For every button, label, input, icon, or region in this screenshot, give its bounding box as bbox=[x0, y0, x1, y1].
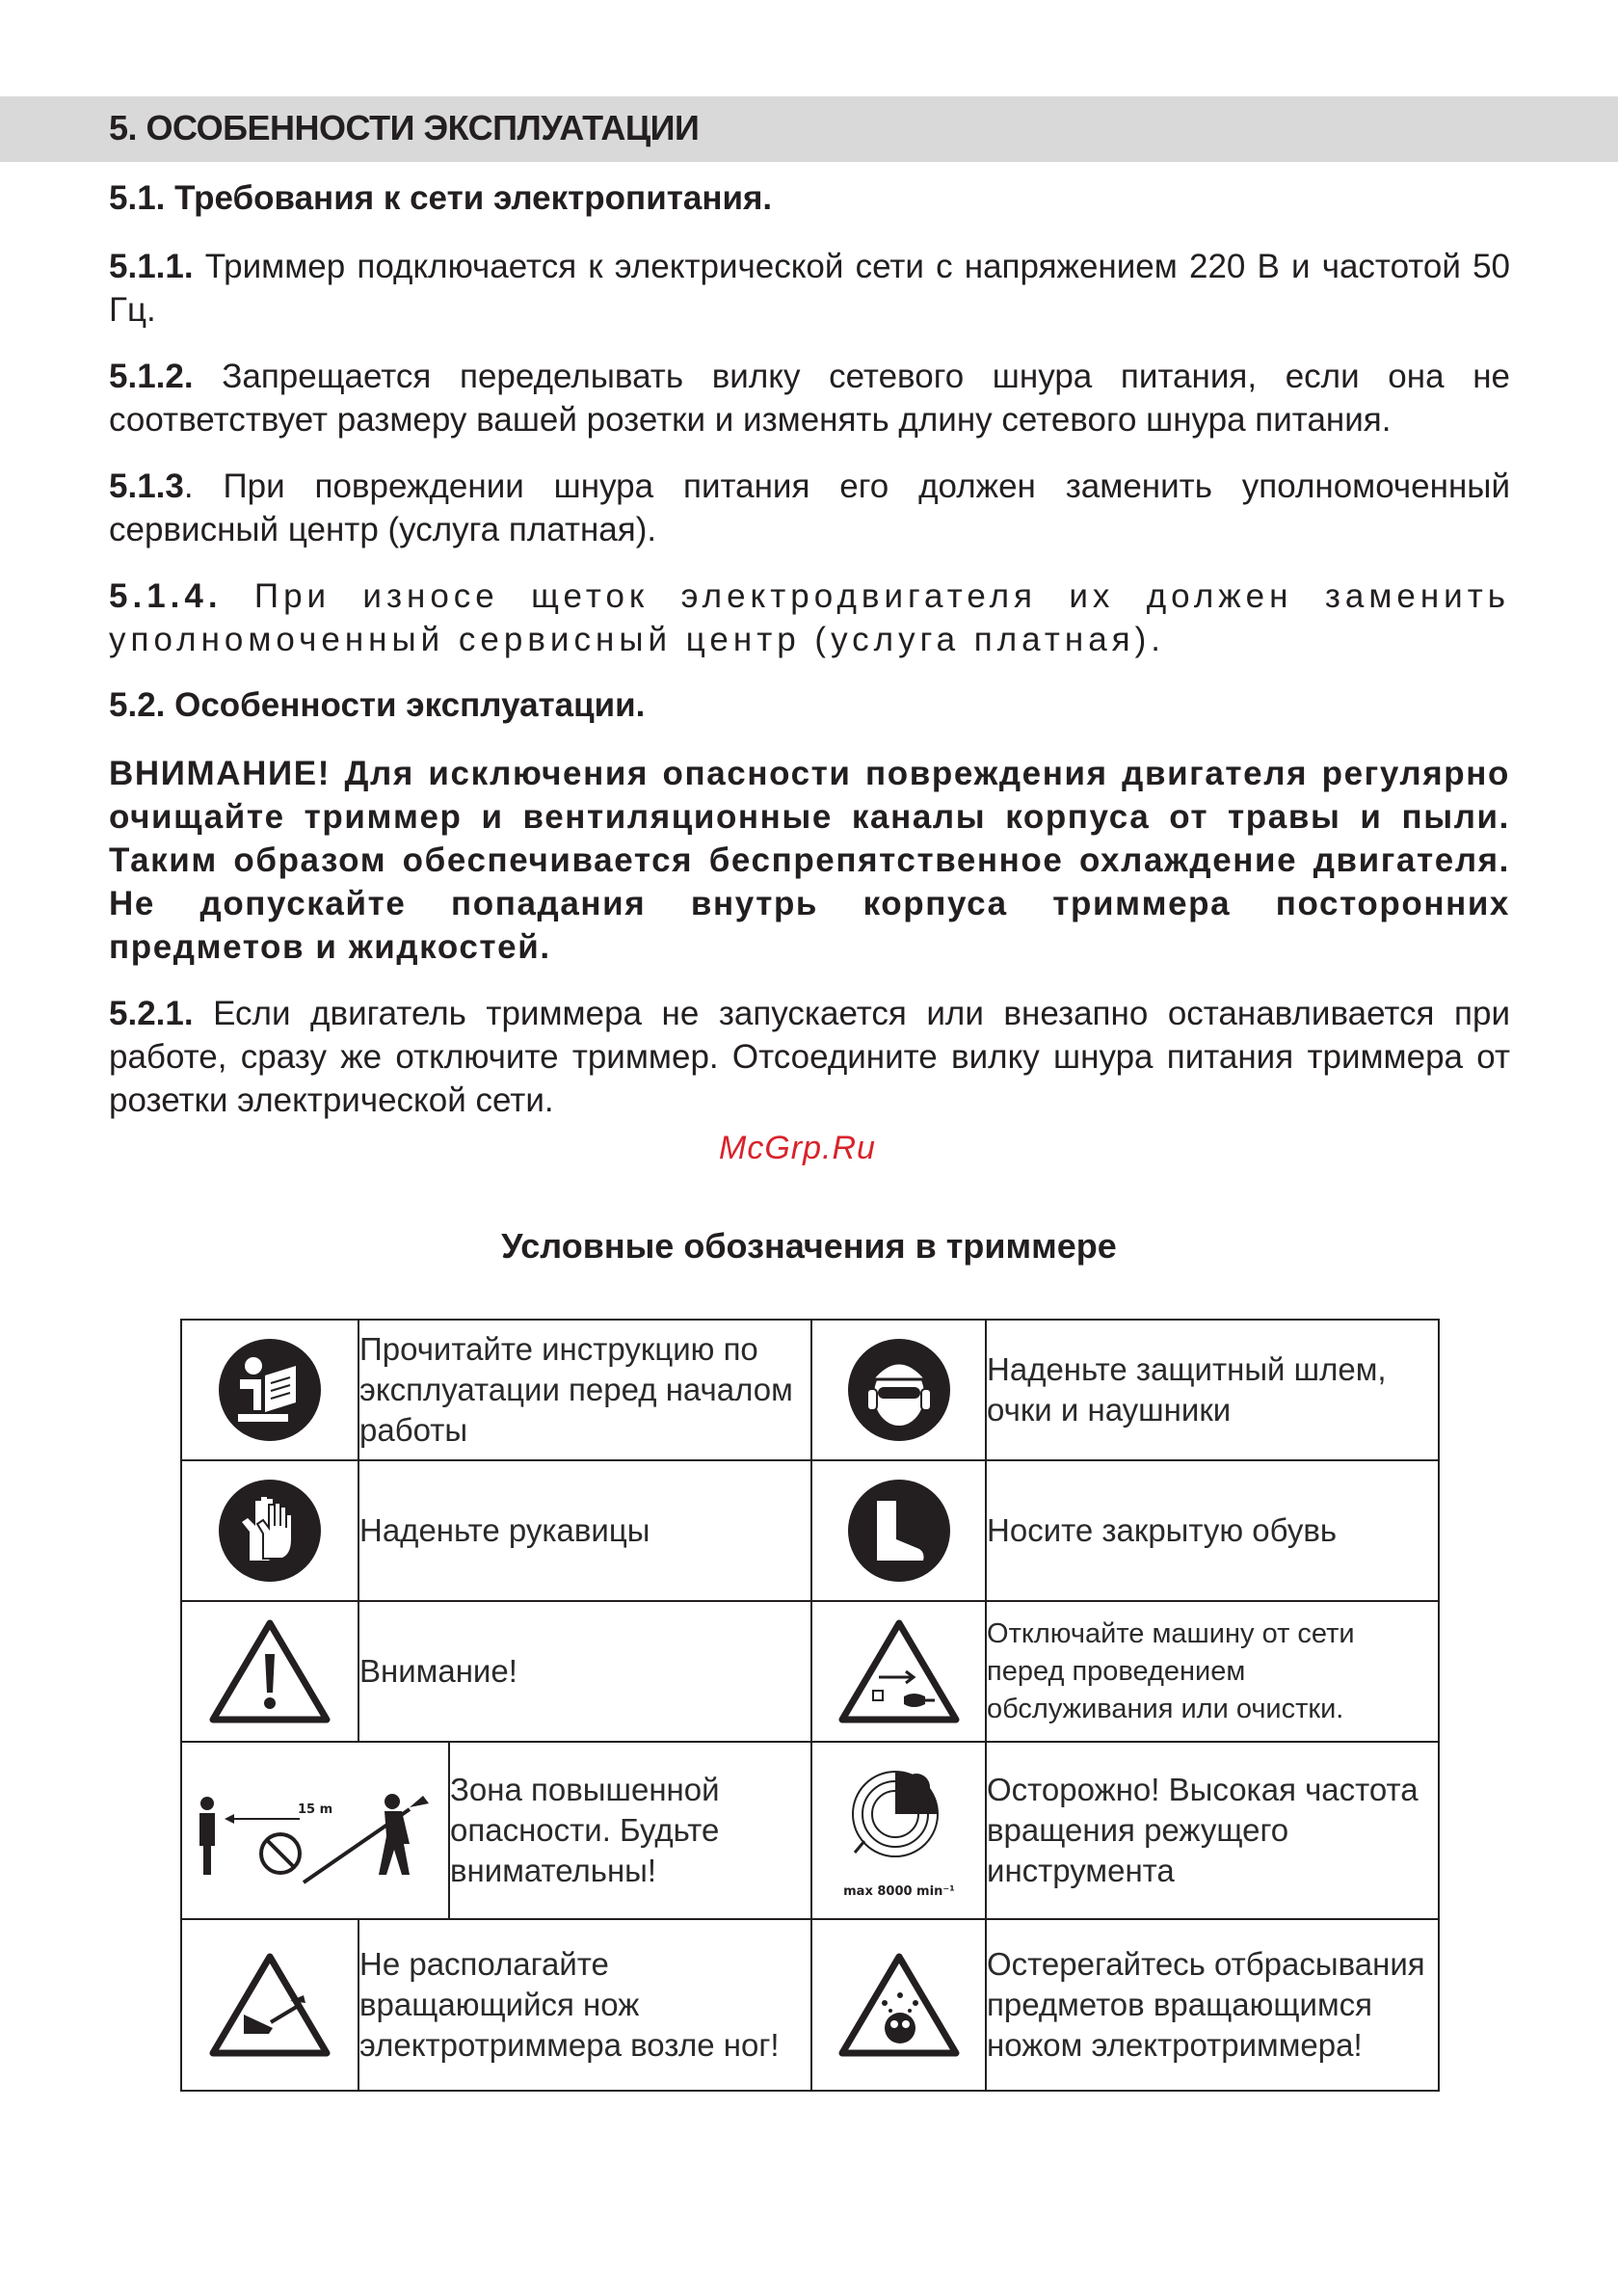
symbol-icon-cell bbox=[811, 1919, 986, 2091]
symbols-row bbox=[181, 1919, 1439, 2091]
symbols-row bbox=[181, 1601, 1439, 1742]
paragraph-5-1-4 bbox=[109, 574, 1510, 661]
symbol-text-cell: Остерегайтесь отбрасывания предметов вращающимся ножом электротриммера! bbox=[986, 1919, 1439, 2091]
paragraph-5-2-1 bbox=[109, 992, 1510, 1122]
paragraph-text: Триммер подключается к электрической сети с напряжением 220 В и частотой 50 Гц. bbox=[109, 248, 1510, 329]
paragraph-5-1-1 bbox=[109, 245, 1510, 332]
symbol-text-cell: Прочитайте инструкцию по эксплуатации перед началом работы bbox=[358, 1320, 811, 1460]
helmet-goggles-earmuffs-icon bbox=[846, 1337, 952, 1443]
high-speed-icon bbox=[832, 1758, 967, 1903]
symbol-icon-cell bbox=[811, 1320, 986, 1460]
symbol-icon-cell bbox=[181, 1460, 358, 1601]
paragraph-5-1-3 bbox=[109, 465, 1510, 551]
paragraph-text: Если двигатель триммера не запускается или внезапно останавливается при работе, сразу же отключите триммер. Отсоедините вилку шнура питания триммера от розетки электрической сети. bbox=[109, 995, 1510, 1119]
symbol-icon-cell bbox=[811, 1742, 986, 1919]
watermark: McGrp.Ru bbox=[719, 1130, 876, 1166]
symbol-text-cell: Зона повышенной опасности. Будьте внимательны! bbox=[449, 1742, 811, 1919]
symbol-text-cell: Носите закрытую обувь bbox=[986, 1460, 1439, 1601]
danger-zone-label: 15 m bbox=[298, 1802, 333, 1817]
gloves-icon bbox=[217, 1478, 323, 1584]
subsection-heading-5-1: 5.1. Требования к сети электропитания. bbox=[109, 179, 773, 217]
symbol-icon-cell bbox=[181, 1919, 358, 2091]
paragraph-text: Запрещается переделывать вилку сетевого шнура питания, если она не соответствует размеру вашей розетки и изменять длину сетевого шнура питания. bbox=[109, 358, 1510, 439]
page-content bbox=[109, 177, 1510, 1145]
unplug-warning-icon bbox=[836, 1617, 962, 1725]
high-speed-label: max 8000 min⁻¹ bbox=[842, 1884, 955, 1899]
symbols-row bbox=[181, 1460, 1439, 1601]
blade-near-feet-icon bbox=[207, 1951, 332, 2059]
closed-shoes-icon bbox=[846, 1478, 952, 1584]
subsection-heading-5-2: 5.2. Особенности эксплуатации. bbox=[109, 686, 646, 724]
symbol-text-cell: Не располагайте вращающийся нож электротриммера возле ног! bbox=[358, 1919, 811, 2091]
symbol-icon-cell bbox=[811, 1460, 986, 1601]
section-header-band bbox=[0, 96, 1618, 162]
paragraph-text: . При повреждении шнура питания его должен заменить уполномоченный сервисный центр (услуга платная). bbox=[109, 467, 1510, 548]
symbols-row bbox=[181, 1320, 1439, 1460]
danger-zone-icon bbox=[190, 1773, 440, 1888]
symbol-icon-cell bbox=[181, 1742, 449, 1919]
paragraph-text: При износе щеток электродвигателя их должен заменить уполномоченный сервисный центр (услуга платная). bbox=[109, 577, 1510, 658]
paragraph-5-1-2 bbox=[109, 355, 1510, 441]
symbol-text-cell: Внимание! bbox=[358, 1601, 811, 1742]
warning-paragraph: ВНИМАНИЕ! Для исключения опасности повреждения двигателя регулярно очищайте триммер и вентиляционные каналы корпуса от травы и пыли. Таким образом обеспечивается беспрепятственное охлаждение двигателя. Не допускайте попадания внутрь корпуса триммера посторонних предметов и жидкостей. bbox=[109, 755, 1510, 966]
symbol-text-cell: Осторожно! Высокая частота вращения режущего инструмента bbox=[986, 1742, 1439, 1919]
symbols-table bbox=[180, 1319, 1440, 2092]
thrown-objects-icon bbox=[836, 1951, 962, 2059]
symbol-icon-cell bbox=[811, 1601, 986, 1742]
symbol-text-cell: Наденьте защитный шлем, очки и наушники bbox=[986, 1320, 1439, 1460]
symbols-table-title: Условные обозначения в триммере bbox=[501, 1226, 1117, 1266]
symbol-icon-cell bbox=[181, 1601, 358, 1742]
symbol-text-cell: Наденьте рукавицы bbox=[358, 1460, 811, 1601]
symbols-row bbox=[181, 1742, 1439, 1919]
read-manual-icon bbox=[217, 1337, 323, 1443]
paragraph-number: 5.2.1. bbox=[109, 995, 194, 1032]
symbol-icon-cell bbox=[181, 1320, 358, 1460]
paragraph-number: 5.1.3 bbox=[109, 467, 184, 505]
symbol-text-cell: Отключайте машину от сети перед проведением обслуживания или очистки. bbox=[986, 1601, 1439, 1742]
section-title: 5. ОСОБЕННОСТИ ЭКСПЛУАТАЦИИ bbox=[109, 108, 700, 147]
warning-triangle-icon bbox=[207, 1617, 332, 1725]
paragraph-number: 5.1.1. bbox=[109, 248, 194, 285]
paragraph-number: 5.1.4. bbox=[109, 577, 223, 615]
paragraph-number: 5.1.2. bbox=[109, 358, 194, 395]
